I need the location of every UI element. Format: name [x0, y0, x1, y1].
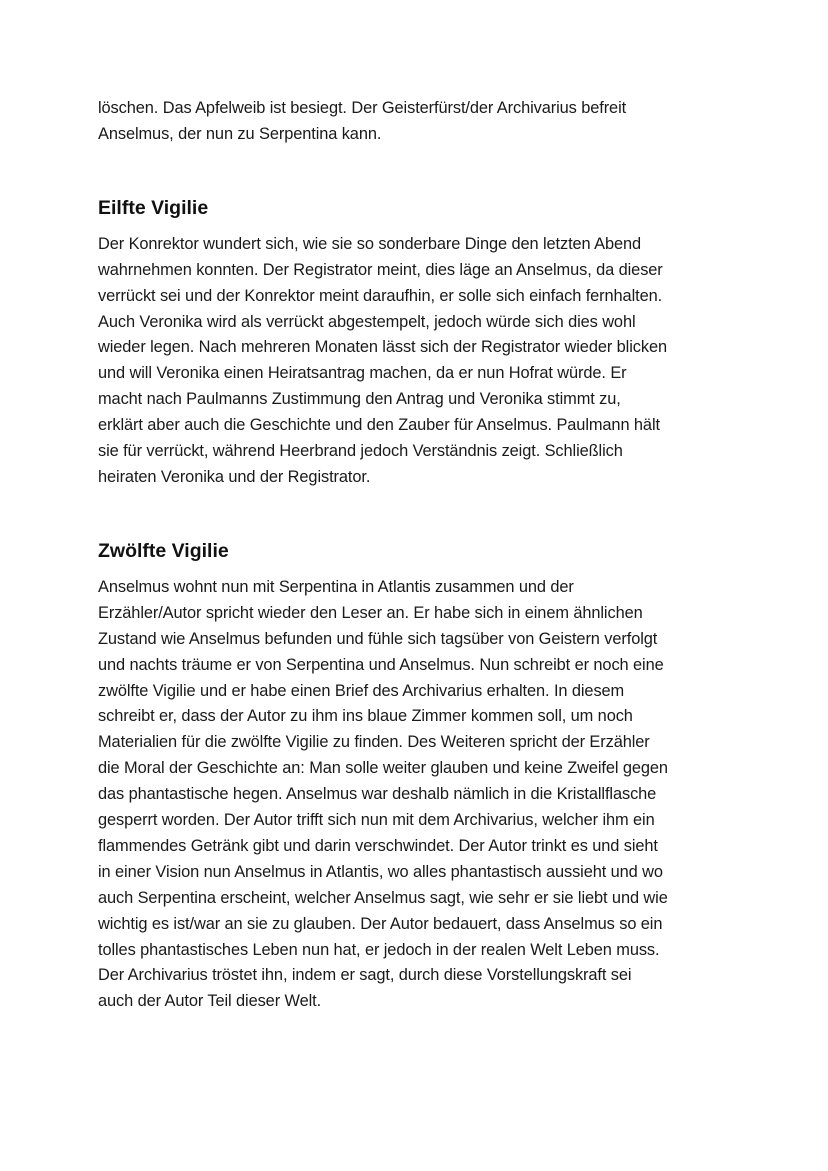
section-heading-eilfte-vigilie: Eilfte Vigilie [98, 196, 209, 219]
section-heading-zwoelfte-vigilie: Zwölfte Vigilie [98, 539, 229, 562]
section-paragraph-eilfte-vigilie: Der Konrektor wundert sich, wie sie so sonderbare Dinge den letzten Abend wahrnehmen konnten. Der Registrator meint, dies läge an Anselmus, da dieser verrückt sei und der Konrektor meint daraufhin, er solle sich einfach fernhalten. Auch Veronika wird als verrückt abgestempelt, jedoch würde sich dies wohl wieder legen. Nach mehreren Monaten lässt sich der Registrator wieder blicken und will Veronika einen Heiratsantrag machen, da er nun Hofrat würde. Er macht nach Paulmanns Zustimmung den Antrag und Veronika stimmt zu, erklärt aber auch die Geschichte und den Zauber für Anselmus. Paulmann hält sie für verrückt, während Heerbrand jedoch Verständnis zeigt. Schließlich heiraten Veronika und der Registrator. [98, 234, 667, 486]
intro-paragraph: löschen. Das Apfelweib ist besiegt. Der Geisterfürst/der Archivarius befreit Anselmus, der nun zu Serpentina kann. [98, 99, 627, 143]
section-paragraph-zwoelfte-vigilie: Anselmus wohnt nun mit Serpentina in Atlantis zusammen und der Erzähler/Autor spricht wieder den Leser an. Er habe sich in einem ähnlichen Zustand wie Anselmus befunden und fühle sich tagsüber von Geistern verfolgt und nachts träume er von Serpentina und Anselmus. Nun schreibt er noch eine zwölfte Vigilie und er habe einen Brief des Archivarius erhalten. In diesem schreibt er, dass der Autor zu ihm ins blaue Zimmer kommen soll, um noch Materialien für die zwölfte Vigilie zu finden. Des Weiteren spricht der Erzähler die Moral der Geschichte an: Man solle weiter glauben und keine Zweifel gegen das phantastische hegen. Anselmus war deshalb nämlich in die Kristallflasche gesperrt worden. Der Autor trifft sich nun mit dem Archivarius, welcher ihm ein flammendes Getränk gibt und darin verschwindet. Der Autor trinkt es und sieht in einer Vision nun Anselmus in Atlantis, wo alles phantastisch aussieht und wo auch Serpentina erscheint, welcher Anselmus sagt, wie sehr er sie liebt und wie wichtig es ist/war an sie zu glauben. Der Autor bedauert, dass Anselmus so ein tolles phantastisches Leben nun hat, er jedoch in der realen Welt Leben muss. Der Archivarius tröstet ihn, indem er sagt, durch diese Vorstellungskraft sei auch der Autor Teil dieser Welt. [98, 577, 668, 1011]
document-page [98, 96, 738, 1015]
